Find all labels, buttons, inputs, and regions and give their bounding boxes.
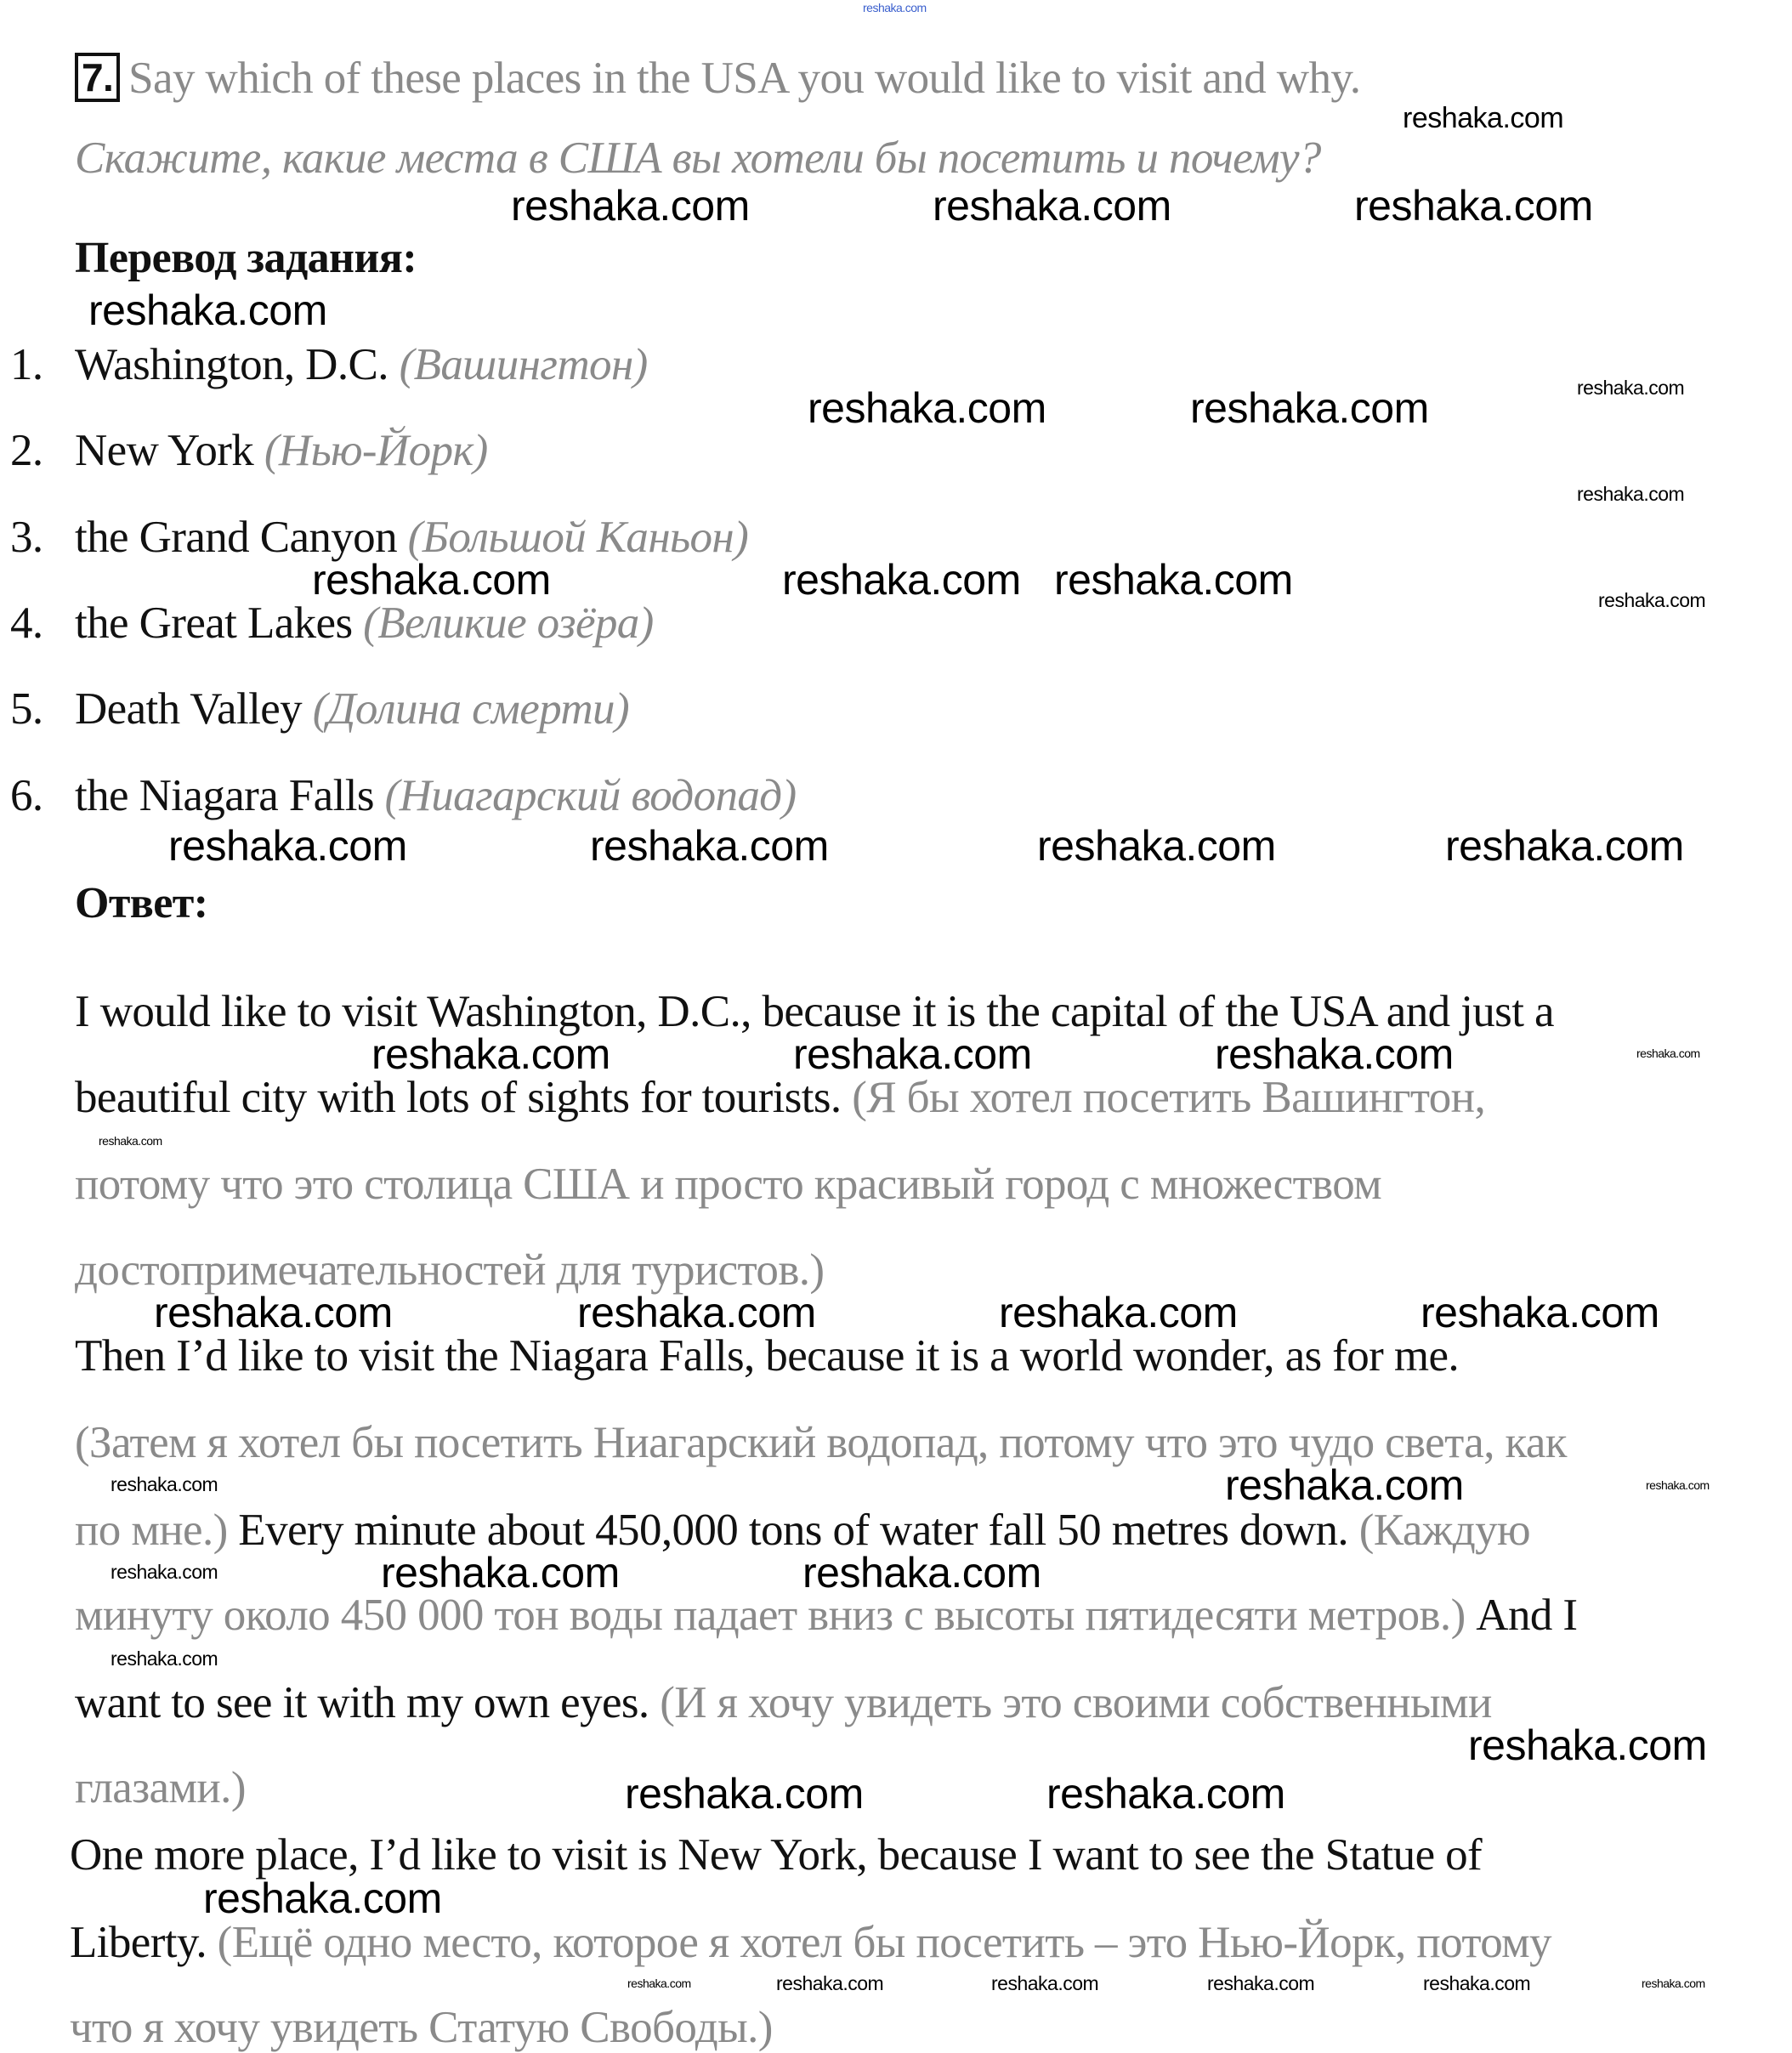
translation-text: достопримечательностей для туристов.) xyxy=(75,1245,825,1295)
watermark: reshaka.com xyxy=(863,1,927,14)
watermark: reshaka.com xyxy=(625,1770,864,1818)
watermark: reshaka.com xyxy=(933,182,1171,230)
watermark: reshaka.com xyxy=(88,286,327,334)
watermark: reshaka.com xyxy=(1037,822,1276,870)
watermark: reshaka.com xyxy=(627,1976,691,1990)
item-name-en: Death Valley xyxy=(75,684,303,734)
watermark: reshaka.com xyxy=(577,1289,816,1336)
item-number: 2. xyxy=(10,426,43,475)
watermark: reshaka.com xyxy=(1577,483,1685,505)
answer-line xyxy=(75,1417,1567,1468)
item-number: 5. xyxy=(10,684,43,734)
watermark: reshaka.com xyxy=(168,822,407,870)
answer-text-en: want to see it with my own eyes. xyxy=(75,1678,661,1727)
answer-text-en: And I xyxy=(1476,1591,1578,1640)
watermark: reshaka.com xyxy=(1642,1976,1705,1990)
translation-text: что я хочу увидеть Статую Свободы.) xyxy=(70,2003,773,2052)
answer-line xyxy=(70,1829,1482,1880)
translation-text: глазами.) xyxy=(75,1763,246,1812)
translation-text: (Затем я хотел бы посетить Ниагарский водопад, потому что это чудо света, как xyxy=(75,1418,1567,1467)
answer-text-en: beautiful city with lots of sights for tourists. xyxy=(75,1073,853,1122)
watermark: reshaka.com xyxy=(1423,1972,1531,1994)
watermark: reshaka.com xyxy=(111,1561,218,1583)
watermark: reshaka.com xyxy=(1354,182,1593,230)
answer-text-en: Then I’d like to visit the Niagara Falls, because it is a world wonder, as for me. xyxy=(75,1331,1460,1381)
task-number: 7. xyxy=(75,53,120,102)
watermark: reshaka.com xyxy=(793,1030,1032,1078)
watermark: reshaka.com xyxy=(1403,102,1564,134)
answer-line xyxy=(75,1762,246,1813)
watermark: reshaka.com xyxy=(111,1648,218,1670)
watermark: reshaka.com xyxy=(802,1549,1041,1596)
answer-text-en: Every minute about 450,000 tons of water fall 50 metres down. xyxy=(238,1506,1359,1555)
answer-line xyxy=(75,1677,1492,1728)
watermark: reshaka.com xyxy=(776,1972,884,1994)
watermark: reshaka.com xyxy=(1054,556,1293,604)
answer-heading: Ответ: xyxy=(75,879,208,927)
watermark: reshaka.com xyxy=(1468,1721,1707,1769)
item-name-en: Washington, D.C. xyxy=(75,340,388,389)
watermark: reshaka.com xyxy=(1646,1478,1710,1492)
watermark: reshaka.com xyxy=(154,1289,393,1336)
watermark: reshaka.com xyxy=(782,556,1021,604)
item-number: 1. xyxy=(10,340,43,389)
answer-text-en: Liberty. xyxy=(70,1918,218,1967)
task-header xyxy=(75,53,1360,104)
task-instruction-en: Say which of these places in the USA you would like to visit and why. xyxy=(128,54,1361,103)
translation-text: (Ещё одно место, которое я хотел бы посетить – это Нью-Йорк, потому xyxy=(217,1918,1551,1967)
watermark: reshaka.com xyxy=(999,1289,1238,1336)
item-name-en: New York xyxy=(75,426,254,475)
item-name-ru: (Долина смерти) xyxy=(312,684,630,734)
watermark: reshaka.com xyxy=(312,556,551,604)
watermark: reshaka.com xyxy=(511,182,750,230)
answer-line xyxy=(75,1159,1381,1210)
watermark: reshaka.com xyxy=(1190,384,1429,432)
answer-line xyxy=(70,1917,1551,1968)
answer-line xyxy=(75,1245,824,1296)
watermark: reshaka.com xyxy=(991,1972,1099,1994)
item-name-en: the Grand Canyon xyxy=(75,513,397,562)
translation-text: (Я бы хотел посетить Вашингтон, xyxy=(852,1073,1486,1122)
answer-text-en: I would like to visit Washington, D.C., because it is the capital of the USA and just a xyxy=(75,987,1554,1036)
translation-text: (Каждую xyxy=(1358,1506,1531,1555)
watermark: reshaka.com xyxy=(808,384,1046,432)
watermark: reshaka.com xyxy=(99,1134,162,1148)
task-instruction-ru: Скажите, какие места в США вы хотели бы посетить и почему? xyxy=(75,133,1321,183)
answer-line xyxy=(75,1505,1530,1556)
watermark: reshaka.com xyxy=(1215,1030,1454,1078)
watermark: reshaka.com xyxy=(590,822,829,870)
item-name-en: the Great Lakes xyxy=(75,598,353,648)
watermark: reshaka.com xyxy=(1577,377,1685,399)
watermark: reshaka.com xyxy=(1046,1770,1285,1818)
watermark: reshaka.com xyxy=(1207,1972,1315,1994)
item-number: 4. xyxy=(10,598,43,648)
item-name-ru: (Вашингтон) xyxy=(399,340,648,389)
watermark: reshaka.com xyxy=(1445,822,1684,870)
item-name-en: the Niagara Falls xyxy=(75,771,374,820)
translation-text: потому что это столица США и просто красивый город с множеством xyxy=(75,1160,1382,1209)
item-name-ru: (Великие озёра) xyxy=(363,598,654,648)
item-name-ru: (Нью-Йорк) xyxy=(264,426,488,475)
answer-line xyxy=(75,986,1554,1037)
answer-line xyxy=(75,1590,1577,1641)
watermark: reshaka.com xyxy=(371,1030,610,1078)
answer-line xyxy=(75,1330,1459,1381)
watermark: reshaka.com xyxy=(111,1473,218,1495)
item-name-ru: (Большой Каньон) xyxy=(407,513,749,562)
item-number: 6. xyxy=(10,771,43,820)
watermark: reshaka.com xyxy=(203,1874,442,1922)
translation-text: по мне.) xyxy=(75,1506,239,1555)
watermark: reshaka.com xyxy=(1636,1046,1700,1060)
translation-heading: Перевод задания: xyxy=(75,234,417,282)
item-number: 3. xyxy=(10,513,43,562)
item-name-ru: (Ниагарский водопад) xyxy=(384,771,797,820)
answer-text-en: One more place, I’d like to visit is New York, because I want to see the Statue of xyxy=(70,1830,1483,1880)
answer-line xyxy=(70,2002,773,2053)
watermark: reshaka.com xyxy=(1598,589,1706,611)
watermark: reshaka.com xyxy=(1225,1461,1464,1509)
watermark: reshaka.com xyxy=(1421,1289,1659,1336)
translation-text: минуту около 450 000 тон воды падает вниз с высоты пятидесяти метров.) xyxy=(75,1591,1477,1640)
watermark: reshaka.com xyxy=(381,1549,620,1596)
answer-line xyxy=(75,1072,1485,1123)
translation-text: (И я хочу увидеть это своими собственными xyxy=(660,1678,1492,1727)
